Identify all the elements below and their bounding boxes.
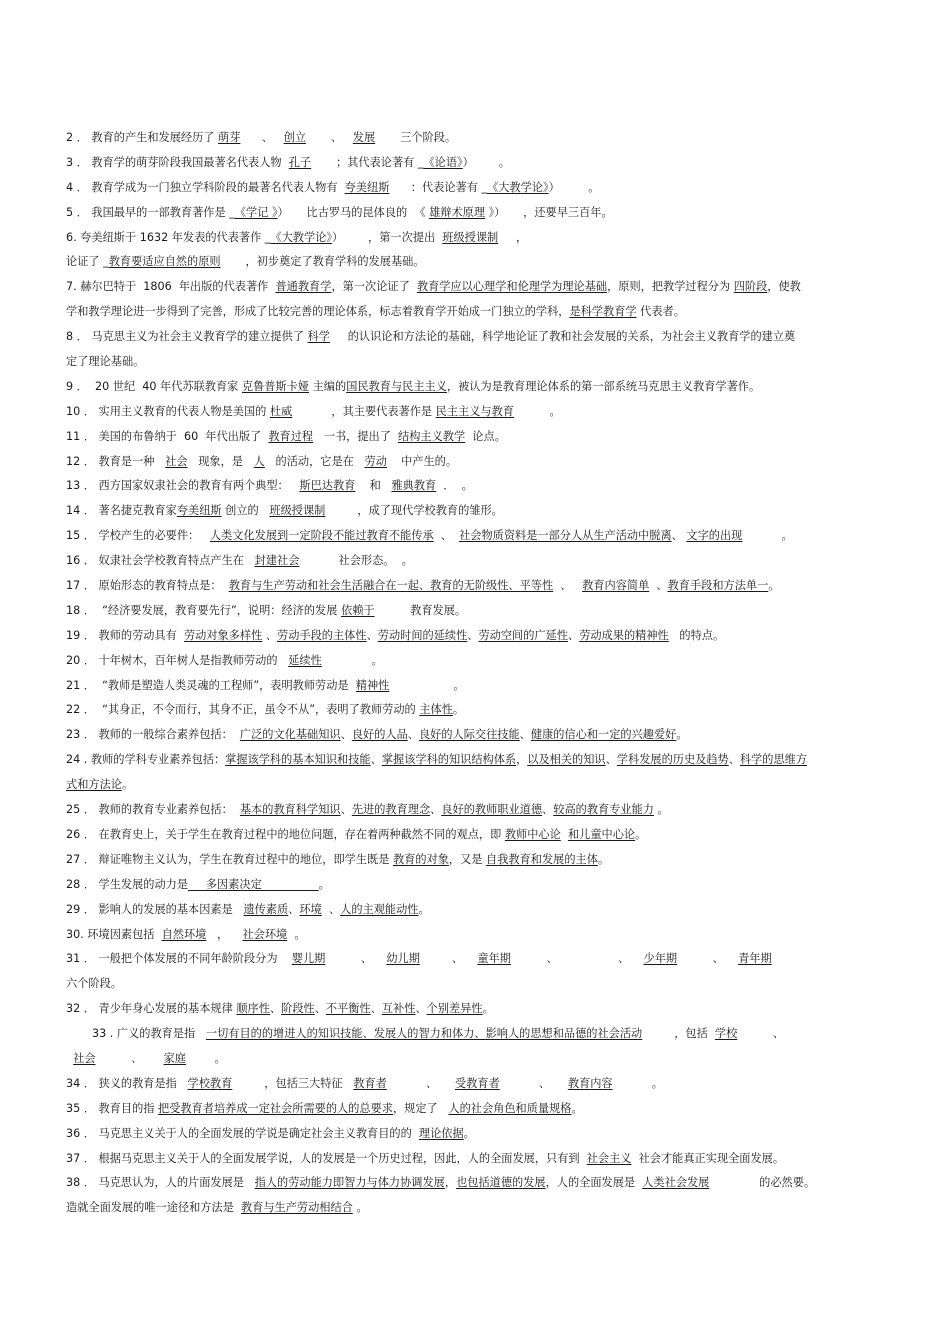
text-segment: 7. 赫尔巴特于 1806 年出版的代表著作: [66, 280, 276, 294]
text-segment: 32 ． 青少年身心发展的基本规律: [66, 1002, 237, 1016]
underlined-answer: 教育与生产劳动相结合: [240, 1201, 353, 1215]
text-segment: 的特点。: [668, 628, 725, 642]
text-line: [66, 1022, 892, 1047]
text-line: [66, 599, 892, 624]
text-segment: 、: [340, 803, 352, 817]
underlined-answer: 依赖于: [341, 603, 375, 617]
document-page: [66, 126, 892, 1221]
underlined-answer: 民主主义与教育: [435, 404, 514, 418]
text-segment: 12 ． 教育是一种: [66, 454, 166, 468]
text-line: [66, 947, 892, 972]
underlined-answer: 社会: [73, 1051, 96, 1065]
text-segment: 。: [452, 703, 465, 717]
text-line: [66, 226, 892, 251]
underlined-answer: 学科发展的历史及趋势: [616, 753, 729, 767]
text-segment: 、: [370, 753, 382, 767]
underlined-answer: 环境: [299, 902, 322, 916]
underlined-answer: 指人的劳动能力即智力与体力协调发展: [254, 1176, 445, 1190]
underlined-answer: 学校教育: [187, 1076, 233, 1090]
underlined-answer: 受教育者: [454, 1076, 500, 1090]
text-segment: 的活动，它是在: [264, 454, 365, 468]
text-segment: 、: [605, 753, 617, 767]
text-segment: ，原则，把教学过程分为: [607, 280, 734, 294]
text-segment: 论证了 _: [66, 255, 109, 269]
underlined-answer: 文字的出现: [686, 529, 743, 543]
text-segment: 。: [352, 1201, 368, 1215]
underlined-answer: 科学: [307, 330, 330, 344]
text-segment: 、: [306, 131, 353, 144]
text-segment: 、: [314, 1002, 326, 1016]
text-segment: 定了理论基础。: [66, 355, 145, 369]
text-segment: 。: [571, 1101, 583, 1115]
underlined-answer: 杜威: [269, 404, 293, 418]
underlined-answer: 劳动时间的延续性: [377, 628, 468, 642]
underlined-answer: 不平衡性: [325, 1002, 371, 1016]
underlined-answer: 劳动成果的精神性: [579, 628, 669, 642]
underlined-answer: 自然环境: [161, 927, 207, 941]
text-line: [66, 201, 892, 226]
text-segment: 27 ． 辩证唯物主义认为，学生在教育过程中的地位，即学生既是: [66, 852, 393, 866]
text-line: [66, 400, 892, 425]
underlined-answer: 《大教学论》: [487, 180, 549, 194]
text-segment: 六个阶段。: [66, 977, 122, 991]
text-segment: 37 ． 根据马克思主义关于人的全面发展学说，人的发展是一个历史过程，因此，人的全面发展，只有到: [66, 1151, 587, 1165]
text-segment: 、: [95, 1051, 164, 1065]
underlined-answer: 婴儿期: [291, 952, 326, 966]
text-segment: 、: [325, 952, 387, 966]
text-segment: 和: [355, 479, 392, 493]
underlined-answer: 人类文化发展到一定阶段不能过教育不能传承: [209, 529, 434, 543]
text-segment: ，: [516, 753, 528, 767]
text-segment: 、: [269, 1002, 282, 1016]
text-segment: 17 ． 原始形态的教育特点是：: [66, 579, 229, 593]
text-segment: ，第一次论证了: [331, 280, 417, 294]
text-segment: 的必然要。: [709, 1176, 816, 1190]
underlined-answer: 教育学应以心理学和伦理学为理论基础: [416, 280, 608, 294]
underlined-answer: 普通教育学: [275, 280, 332, 294]
text-segment: 、: [240, 131, 284, 144]
text-segment: ，包括: [642, 1027, 715, 1041]
text-line: [66, 798, 892, 823]
text-segment: 22 ． “其身正，不令而行，其身不正，虽令不从”，表明了教师劳动的: [66, 703, 420, 717]
text-segment: 35 ． 教育目的指: [66, 1101, 159, 1115]
text-line: [66, 425, 892, 450]
underlined-answer: 人的主观能动性: [340, 902, 419, 916]
underlined-answer: 少年期: [643, 952, 678, 966]
text-segment: ） 。: [462, 155, 510, 169]
underlined-answer: 教育要适应自然的原则: [108, 255, 221, 269]
text-segment: 创立的: [221, 504, 270, 518]
text-segment: 、: [386, 1076, 455, 1090]
underlined-answer: 幼儿期: [386, 952, 420, 966]
text-segment: 13 ． 西方国家奴隶社会的教育有两个典型：: [66, 479, 300, 493]
text-segment: 中产生的。: [386, 454, 458, 468]
text-segment: 、: [370, 1002, 382, 1016]
text-line: [66, 499, 892, 524]
text-segment: ． 。: [436, 479, 473, 493]
text-line: [66, 350, 892, 375]
text-line: [66, 375, 892, 400]
underlined-answer: 顺序性: [236, 1002, 270, 1016]
text-segment: 一书，提出了: [313, 429, 399, 443]
text-segment: 、: [649, 579, 668, 593]
underlined-answer: 雅典教育: [391, 479, 437, 493]
text-segment: 。: [768, 579, 780, 593]
text-segment: 。: [514, 404, 561, 418]
text-line: [66, 674, 892, 699]
text-line: [66, 176, 892, 201]
text-segment: 11 ． 美国的布鲁纳于 60 年代出版了: [66, 429, 269, 443]
text-line: [66, 773, 892, 798]
text-segment: 。: [463, 1126, 475, 1140]
text-segment: 。: [742, 529, 793, 543]
text-segment: 。: [121, 778, 134, 792]
text-segment: 。: [186, 1051, 226, 1065]
text-line: [66, 574, 892, 599]
text-segment: ，其主要代表著作是: [292, 404, 436, 418]
underlined-answer: 劳动手段的主体性: [277, 628, 367, 642]
text-segment: 30. 环境因素包括: [66, 927, 162, 941]
text-segment: 14 ． 著名捷克教育家: [66, 504, 177, 518]
text-segment: 26 ． 在教育史上，关于学生在教育过程中的地位问题，存在着两种截然不同的观点，即: [66, 827, 505, 841]
text-line: [66, 649, 892, 674]
text-segment: ，规定了: [392, 1101, 449, 1115]
text-segment: 教育发展。: [374, 603, 467, 617]
text-segment: ，人的全面发展是: [545, 1176, 643, 1190]
underlined-answer: 夸美纽斯: [344, 180, 390, 194]
underlined-answer: 社会主义: [586, 1151, 632, 1165]
text-segment: 4 ． 教育学成为一门独立学科阶段的最著名代表人物有: [66, 180, 345, 194]
text-segment: 、: [568, 628, 580, 642]
underlined-answer: 个别差异性: [426, 1002, 483, 1016]
underlined-answer: 教育过程: [268, 429, 314, 443]
text-line: [66, 126, 892, 151]
text-segment: 36 ． 马克思主义关于人的全面发展的学说是确定社会主义教育目的的: [66, 1126, 419, 1140]
underlined-answer: 劳动对象多样性: [183, 628, 263, 642]
text-segment: 。: [287, 927, 306, 941]
underlined-answer: 互补性: [381, 1002, 416, 1016]
text-segment: 造就全面发展的唯一途径和方法是: [66, 1201, 241, 1215]
text-segment: 。: [318, 877, 330, 891]
text-segment: ；其代表论著有 _: [311, 155, 424, 169]
underlined-answer: 理论依据: [418, 1126, 464, 1140]
text-line: [66, 474, 892, 499]
underlined-answer: 延续性: [288, 653, 322, 667]
underlined-answer: 自我教育和发展的主体: [486, 852, 598, 866]
underlined-answer: 人类社会发展: [642, 1176, 710, 1190]
text-segment: 、: [366, 628, 378, 642]
text-segment: 、: [430, 803, 442, 817]
text-segment: 、: [499, 1076, 568, 1090]
text-segment: 主编的: [309, 379, 347, 393]
text-segment: 。: [635, 827, 647, 841]
underlined-answer: 是科学教育学: [569, 305, 637, 319]
underlined-answer: 遗传素质: [243, 902, 289, 916]
text-segment: 21 ． “教师是塑造人类灵魂的工程师”，表明教师劳动是: [66, 678, 356, 692]
text-segment: ，: [206, 927, 243, 941]
underlined-answer: 孔子: [288, 155, 312, 169]
text-segment: ，: [444, 1176, 457, 1190]
underlined-answer: 结构主义教学: [398, 429, 466, 443]
underlined-answer: 劳动: [364, 454, 387, 468]
text-segment: 16 ． 奴隶社会学校教育特点产生在: [66, 554, 255, 568]
underlined-answer: 以及相关的知识: [527, 753, 606, 767]
underlined-answer: 《论语》: [423, 155, 463, 169]
text-segment: ） ，第一次提出: [331, 230, 443, 244]
underlined-answer: 克鲁普斯卡娅: [241, 379, 310, 393]
text-segment: 、: [433, 529, 460, 543]
text-line: [66, 300, 892, 325]
text-segment: 、: [542, 803, 554, 817]
text-line: [66, 151, 892, 176]
underlined-answer: 教育的对象: [392, 852, 449, 866]
text-line: [66, 972, 892, 997]
text-line: [66, 624, 892, 649]
text-segment: 、: [553, 579, 583, 593]
text-segment: [561, 828, 568, 841]
text-segment: 、: [340, 728, 352, 742]
text-segment: 24 . 教师的学科专业素养包括：: [66, 753, 226, 767]
text-line: [66, 1171, 892, 1196]
underlined-answer: 掌握该学科的基本知识和技能: [225, 753, 371, 767]
text-line: [66, 698, 892, 723]
underlined-answer: 式和方法论: [66, 778, 122, 792]
text-segment: 3 ． 教育学的萌芽阶段我国最著名代表人物: [66, 155, 289, 169]
text-segment: 》） ，还要早三百年。: [485, 205, 613, 219]
underlined-answer: 四阶段: [733, 280, 768, 294]
text-segment: ，使教: [767, 280, 801, 294]
text-segment: 。: [653, 803, 669, 817]
underlined-answer: 社会物质资料是一部分人从生产活动中脱离: [459, 529, 672, 543]
underlined-answer: 萌芽: [218, 131, 241, 144]
underlined-answer: 封建社会: [254, 554, 300, 568]
underlined-answer: 主体性: [419, 703, 453, 717]
text-line: [66, 1047, 892, 1072]
underlined-answer: 把受教育者培养成一定社会所需要的人的总要求: [158, 1101, 393, 1115]
underlined-answer: 教师中心论: [504, 827, 561, 841]
text-segment: 、: [415, 1002, 427, 1016]
text-segment: ，成了现代学校教育的雏形。: [325, 504, 503, 518]
underlined-answer: 斯巴达教育: [299, 479, 356, 493]
text-segment: 28 ． 学生发展的动力是: [66, 877, 189, 891]
underlined-answer: 教育与生产劳动和社会生活融合在一起、教育的无阶级性、平等性: [228, 579, 554, 593]
text-line: [66, 898, 892, 923]
text-segment: 。: [612, 1076, 663, 1090]
text-line: [66, 250, 892, 275]
underlined-answer: 教育内容简单: [582, 579, 650, 593]
text-line: [66, 1072, 892, 1097]
underlined-answer: 创立: [283, 131, 307, 144]
text-segment: 29 ． 影响人的发展的基本因素是: [66, 902, 244, 916]
underlined-answer: 良好的教师职业道德: [441, 803, 543, 817]
text-segment: ，: [498, 230, 528, 244]
text-segment: 、: [728, 753, 740, 767]
underlined-answer: 良好的人际交往技能: [418, 728, 520, 742]
text-segment: 、: [407, 728, 419, 742]
text-segment: 。: [321, 653, 383, 667]
text-segment: 、: [467, 628, 479, 642]
text-segment: 社会才能真正实现全面发展。: [631, 1151, 785, 1165]
text-segment: ，包括三大特征: [232, 1076, 354, 1090]
underlined-answer: 雄辩术原理: [429, 205, 486, 219]
text-segment: 9 ． 20 世纪 40 年代苏联教育家: [66, 379, 242, 393]
underlined-answer: 精神性: [355, 678, 390, 692]
text-segment: 19 ． 教师的劳动具有: [66, 628, 184, 642]
text-segment: 论点。: [465, 429, 506, 443]
text-segment: 。: [389, 678, 465, 692]
underlined-answer: 阶段性: [281, 1002, 315, 1016]
text-segment: 代表者。: [636, 305, 685, 319]
underlined-answer: 童年期: [477, 952, 511, 966]
text-segment: 31 ． 一般把个体发展的不同年龄阶段分为: [66, 952, 292, 966]
text-line: [66, 997, 892, 1022]
text-line: [66, 450, 892, 475]
text-segment: 20 ． 十年树木，百年树人是指教师劳动的: [66, 653, 289, 667]
text-segment: 33 . 广义的教育是指: [92, 1027, 206, 1041]
text-segment: ，又是: [448, 852, 487, 866]
underlined-answer: 健康的信心和一定的兴趣爱好: [530, 728, 677, 742]
text-line: [66, 748, 892, 773]
text-segment: 6. 夸美纽斯于 1632 年发表的代表著作 _: [66, 230, 271, 244]
text-segment: 、: [519, 728, 531, 742]
text-line: [66, 1097, 892, 1122]
text-segment: 、: [262, 628, 278, 642]
text-line: [66, 549, 892, 574]
text-segment: 现象，是: [187, 454, 254, 468]
underlined-answer: 较高的教育专业能力: [553, 803, 654, 817]
text-segment: ，被认为是教育理论体系的第一部系统马克思主义教育学著作。: [446, 379, 761, 393]
text-segment: ：代表论著有 _: [389, 180, 488, 194]
text-segment: 34 ． 狭义的教育是指: [66, 1076, 188, 1090]
text-line: [66, 923, 892, 948]
underlined-answer: 社会环境: [242, 927, 288, 941]
text-line: [66, 524, 892, 549]
underlined-answer: 劳动空间的广延性: [478, 628, 568, 642]
text-segment: 、: [321, 902, 341, 916]
text-segment: 。: [597, 852, 610, 866]
underlined-answer: 《学记 》: [234, 205, 278, 219]
text-segment: 三个阶段。: [375, 131, 457, 144]
text-line: [66, 1122, 892, 1147]
underlined-answer: 一切有目的的增进人的知识技能、发展人的智力和体力、影响人的思想和品德的社会活动: [205, 1027, 643, 1041]
text-segment: ） 。: [548, 180, 600, 194]
underlined-answer: 教育者: [353, 1076, 387, 1090]
underlined-answer: 教育手段和方法单一: [667, 579, 769, 593]
underlined-answer: 和儿童中心论: [567, 827, 636, 841]
underlined-answer: 国民教育与民主主义: [346, 379, 447, 393]
text-segment: 23 ． 教师的一般综合素养包括：: [66, 728, 240, 742]
underlined-answer: 基本的教育科学知识: [239, 803, 341, 817]
underlined-answer: 青年期: [738, 952, 772, 966]
text-line: [66, 723, 892, 748]
text-line: [66, 823, 892, 848]
underlined-answer: 掌握该学科的知识结构体系: [381, 753, 517, 767]
text-line: [66, 848, 892, 873]
underlined-answer: 发展: [352, 131, 376, 144]
underlined-answer: 家庭: [163, 1051, 186, 1065]
text-segment: 。: [418, 902, 430, 916]
text-segment: 10 ． 实用主义教育的代表人物是美国的: [66, 404, 270, 418]
text-segment: 。: [676, 728, 688, 742]
text-segment: 18 ． “经济要发展，教育要先行”，说明：经济的发展: [66, 603, 341, 617]
text-segment: 、: [288, 902, 300, 916]
text-segment: 25 ． 教师的教育专业素养包括：: [66, 803, 240, 817]
text-line: [66, 1196, 892, 1221]
underlined-answer: 《大教学论》: [270, 230, 332, 244]
underlined-answer: 教育内容: [567, 1076, 613, 1090]
underlined-answer: 班级授课制: [269, 504, 326, 518]
underlined-answer: 社会: [165, 454, 188, 468]
text-line: [66, 873, 892, 898]
underlined-answer: 多因素决定: [188, 877, 319, 891]
underlined-answer: 良好的人品: [351, 728, 408, 742]
text-segment: 15 ． 学校产生的必要件：: [66, 529, 210, 543]
underlined-answer: 科学的思维方: [739, 753, 808, 767]
text-segment: 、: [677, 952, 739, 966]
text-segment: ，初步奠定了教育学科的发展基础。: [220, 255, 425, 269]
underlined-answer: 学校: [714, 1027, 738, 1041]
underlined-answer: 夸美纽斯: [176, 504, 222, 518]
text-segment: 。: [482, 1002, 494, 1016]
text-segment: 5 ． 我国最早的一部教育著作是 _: [66, 205, 235, 219]
text-line: [66, 1147, 892, 1172]
text-segment: 学和教学理论进一步得到了完善，形成了比较完善的理论体系，标志着教育学开始成一门独立的学科，: [66, 305, 570, 319]
text-segment: ） 比古罗马的昆体良的 《: [277, 205, 430, 219]
text-segment: 、: [419, 952, 478, 966]
underlined-answer: 班级授课制: [442, 230, 499, 244]
underlined-answer: 也包括道德的发展: [456, 1176, 546, 1190]
text-segment: 社会形态。 。: [299, 554, 413, 568]
text-segment: 38 ． 马克思认为，人的片面发展是: [66, 1176, 255, 1190]
text-line: [66, 275, 892, 300]
text-line: [66, 325, 892, 350]
text-segment: 、: [737, 1027, 785, 1041]
underlined-answer: 人: [253, 454, 265, 468]
text-segment: 的认识论和方法论的基础，科学地论证了教和社会发展的关系，为社会主义教育学的建立奠: [329, 330, 796, 344]
text-segment: 2 ． 教育的产生和发展经历了: [66, 131, 219, 144]
underlined-answer: 人的社会角色和质量规格: [448, 1101, 572, 1115]
underlined-answer: 先进的教育理念: [351, 803, 431, 817]
text-segment: 、 、: [510, 952, 644, 966]
text-segment: 、: [671, 529, 687, 543]
underlined-answer: 广泛的文化基础知识: [239, 728, 341, 742]
text-segment: 8 ． 马克思主义为社会主义教育学的建立提供了: [66, 330, 308, 344]
